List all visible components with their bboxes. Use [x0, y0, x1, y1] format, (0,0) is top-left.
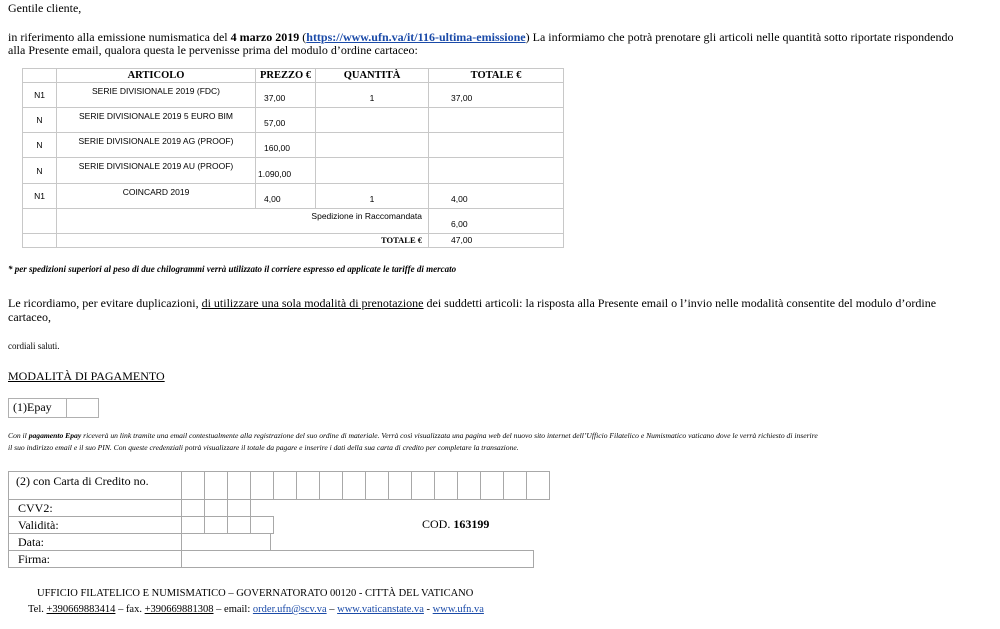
payment-title: MODALITÀ DI PAGAMENTO [8, 369, 165, 383]
cvv-digit-box[interactable] [204, 499, 228, 517]
header-total: TOTALE € [429, 69, 564, 83]
card-digit-box[interactable] [250, 471, 274, 500]
date-field[interactable] [181, 533, 271, 551]
epay-note-line-2: il suo indirizzo email e il suo PIN. Con queste credenziali potrà visualizzare il totale da pagare e inserire i dati della sua carta di credito per completare la transazione. [8, 443, 519, 452]
row-price: 160,00 [256, 133, 316, 158]
row-quantity[interactable] [316, 133, 429, 158]
header-article: ARTICOLO [57, 69, 256, 83]
header-code [23, 69, 57, 83]
table-header-row [23, 69, 564, 83]
validity-digit-box[interactable] [204, 516, 228, 534]
card-digit-box[interactable] [526, 471, 550, 500]
row-price: 4,00 [256, 183, 316, 208]
row-quantity[interactable]: 1 [316, 183, 429, 208]
card-digit-box[interactable] [503, 471, 527, 500]
contact-line: Tel. +390669883414 – fax. +390669881308 – email: order.ufn@scv.va – www.vaticanstate.va - www.ufn.va [28, 604, 484, 615]
validity-digit-box[interactable] [227, 516, 251, 534]
total-row [23, 233, 564, 247]
date-label: Data: [18, 535, 44, 549]
paren-open: ( [299, 30, 307, 44]
cvv-digit-box[interactable] [181, 499, 205, 517]
row-code: N1 [23, 183, 57, 208]
row-article: COINCARD 2019 [57, 183, 256, 208]
intro-line-2: alla Presente email, qualora questa le pervenisse prima del modulo d’ordine cartaceo: [8, 43, 418, 57]
row-article: SERIE DIVISIONALE 2019 5 EURO BIM [57, 108, 256, 133]
row-quantity[interactable]: 1 [316, 83, 429, 108]
validity-label: Validità: [18, 518, 59, 532]
signature-label-cell [8, 550, 182, 568]
closing: cordiali saluti. [8, 341, 60, 351]
order-table [22, 68, 564, 248]
card-digit-box[interactable] [204, 471, 228, 500]
row-code: N [23, 158, 57, 183]
total-label: TOTALE € [57, 233, 429, 247]
validity-label-cell [8, 516, 182, 534]
header-quantity: QUANTITÀ [316, 69, 429, 83]
card-digit-box[interactable] [411, 471, 435, 500]
row-code: N1 [23, 83, 57, 108]
signature-label: Firma: [18, 552, 50, 566]
row-article: SERIE DIVISIONALE 2019 AU (PROOF) [57, 158, 256, 183]
fax-number[interactable]: +390669881308 [144, 604, 214, 615]
reminder-line-1 [8, 296, 936, 311]
total-value: 47,00 [429, 233, 564, 247]
signature-field[interactable] [181, 550, 534, 568]
reminder-text-2: dei suddetti articoli: la risposta alla Presente email o l’invio nelle modalità consentite del modulo d’ordine [423, 296, 937, 310]
reminder-emphasis: di utilizzare una sola modalità di prenotazione [201, 296, 424, 310]
row-article: SERIE DIVISIONALE 2019 AG (PROOF) [57, 133, 256, 158]
card-digit-box[interactable] [181, 471, 205, 500]
card-digit-box[interactable] [319, 471, 343, 500]
row-article: SERIE DIVISIONALE 2019 (FDC) [57, 83, 256, 108]
epay-note-line-1: Con il pagamento Epay riceverà un link tramite una email contestualmente alla registrazione del suo ordine di materiale. Verrà così visualizzata una pagina web del nuovo sito internet dell’Ufficio Filatelico e Numismatico vaticano dove le verrà richiesto di inserire [8, 431, 818, 440]
card-digit-box[interactable] [434, 471, 458, 500]
row-quantity[interactable] [316, 108, 429, 133]
card-digit-box[interactable] [457, 471, 481, 500]
table-row [23, 83, 564, 108]
epay-option[interactable] [8, 398, 99, 418]
row-code: N [23, 133, 57, 158]
date-label-cell [8, 533, 182, 551]
shipping-row [23, 208, 564, 233]
row-total [429, 133, 564, 158]
table-row [23, 133, 564, 158]
greeting: Gentile cliente, [8, 1, 82, 15]
header-price: PREZZO € [256, 69, 316, 83]
phone-number[interactable]: +390669883414 [46, 604, 116, 615]
reminder-text: Le ricordiamo, per evitare duplicazioni, [8, 296, 202, 310]
vaticanstate-link[interactable]: www.vaticanstate.va [337, 604, 424, 615]
paren-close: ) [525, 30, 530, 44]
row-total [429, 158, 564, 183]
table-row [23, 158, 564, 183]
intro-text: in riferimento alla emissione numismatica del [8, 30, 231, 44]
card-digit-box[interactable] [342, 471, 366, 500]
card-digit-box[interactable] [365, 471, 389, 500]
reminder-line-2: cartaceo, [8, 310, 51, 324]
cvv-digit-box[interactable] [227, 499, 251, 517]
card-digit-box[interactable] [480, 471, 504, 500]
card-label: (2) con Carta di Credito no. [16, 474, 149, 488]
ufn-link[interactable]: www.ufn.va [432, 604, 484, 615]
validity-digit-box[interactable] [250, 516, 274, 534]
table-row [23, 183, 564, 208]
card-digit-box[interactable] [227, 471, 251, 500]
email-link[interactable]: order.ufn@scv.va [252, 604, 327, 615]
row-quantity[interactable] [316, 158, 429, 183]
card-digit-box[interactable] [296, 471, 320, 500]
product-code: COD. 163199 [422, 517, 490, 531]
row-code: N [23, 108, 57, 133]
table-row [23, 108, 564, 133]
row-total [429, 108, 564, 133]
shipping-footnote: * per spedizioni superiori al peso di due chilogrammi verrà utilizzato il corriere espresso ed applicate le tariffe di mercato [8, 264, 457, 274]
row-price: 1.090,00 [256, 158, 316, 183]
card-label-cell [8, 471, 182, 500]
validity-digit-box[interactable] [181, 516, 205, 534]
row-price: 37,00 [256, 83, 316, 108]
row-price: 57,00 [256, 108, 316, 133]
epay-label: (1)Epay [13, 400, 52, 414]
row-total: 4,00 [429, 183, 564, 208]
office-address: UFFICIO FILATELICO E NUMISMATICO – GOVERNATORATO 00120 - CITTÀ DEL VATICANO [37, 588, 474, 599]
shipping-label: Spedizione in Raccomandata [57, 208, 429, 233]
issue-link[interactable]: https://www.ufn.va/it/116-ultima-emissione [306, 30, 526, 44]
cvv-label-cell [8, 499, 182, 517]
card-digit-box[interactable] [388, 471, 412, 500]
cvv-label: CVV2: [18, 501, 53, 515]
card-digit-box[interactable] [273, 471, 297, 500]
shipping-value: 6,00 [429, 208, 564, 233]
issue-date: 4 marzo 2019 [230, 30, 300, 44]
row-total: 37,00 [429, 83, 564, 108]
intro-text-2: La informiamo che potrà prenotare gli articoli nelle quantità sotto riportate rispondendo [529, 30, 954, 44]
